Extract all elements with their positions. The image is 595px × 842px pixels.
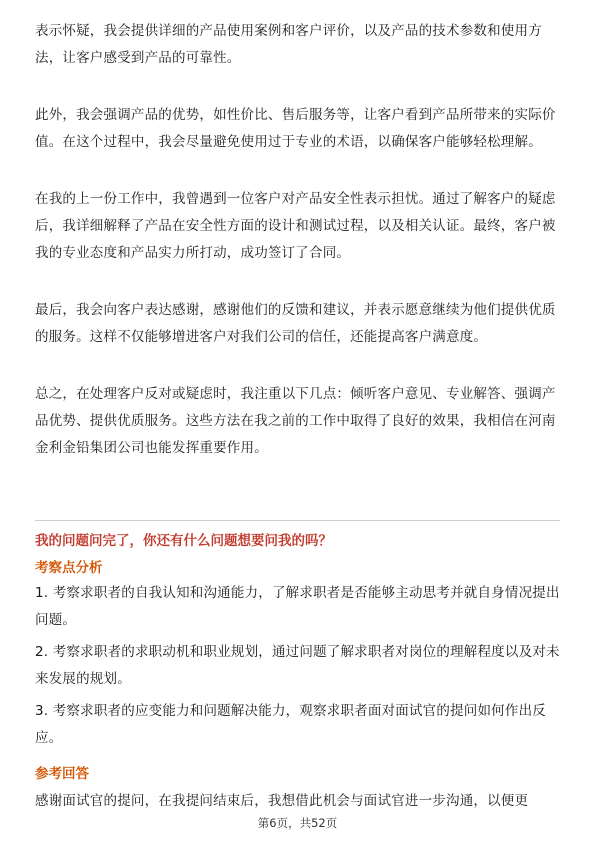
paragraph: 总之，在处理客户反对或疑虑时，我注重以下几点：倾听客户意见、专业解答、强调产品优势、提供优质服务。这些方法在我之前的工作中取得了良好的效果，我相信在河南金利金铅集团公司也能发挥重要作用。 <box>35 386 556 456</box>
analysis-item: 1. 考察求职者的自我认知和沟通能力，了解求职者是否能够主动思考并就自身情况提出问题。 <box>35 585 560 628</box>
reference-answer-title: 参考回答 <box>35 766 89 782</box>
paragraph: 表示怀疑，我会提供详细的产品使用案例和客户评价，以及产品的技术参数和使用方法，让客户感受到产品的可靠性。 <box>35 23 542 66</box>
paragraph: 此外，我会强调产品的优势，如性价比、售后服务等，让客户看到产品所带来的实际价值。在这个过程中，我会尽量避免使用过于专业的术语，以确保客户能够轻松理解。 <box>35 107 556 150</box>
analysis-item: 3. 考察求职者的应变能力和问题解决能力，观察求职者面对面试官的提问如何作出反应。 <box>35 703 546 746</box>
page-footer: 第6页，共52页 <box>257 816 338 830</box>
section-divider <box>35 520 560 521</box>
analysis-title: 考察点分析 <box>35 560 103 576</box>
paragraph: 最后，我会向客户表达感谢，感谢他们的反馈和建议，并表示愿意继续为他们提供优质的服务。这样不仅能够增进客户对我们公司的信任，还能提高客户满意度。 <box>35 302 556 345</box>
body-text <box>35 18 560 462</box>
paragraph: 在我的上一份工作中，我曾遇到一位客户对产品安全性表示担忧。通过了解客户的疑虑后，我详细解释了产品在安全性方面的设计和测试过程，以及相关认证。最终，客户被我的专业态度和产品实力所打动，成功签订了合同。 <box>35 191 556 261</box>
analysis-list <box>35 580 560 757</box>
reference-answer-text: 感谢面试官的提问，在我提问结束后，我想借此机会与面试官进一步沟通，以便更 <box>35 793 529 809</box>
interview-question: 我的问题问完了，你还有什么问题想要问我的吗？ <box>35 533 332 549</box>
analysis-item: 2. 考察求职者的求职动机和职业规划，通过问题了解求职者对岗位的理解程度以及对未来发展的规划。 <box>35 644 560 687</box>
